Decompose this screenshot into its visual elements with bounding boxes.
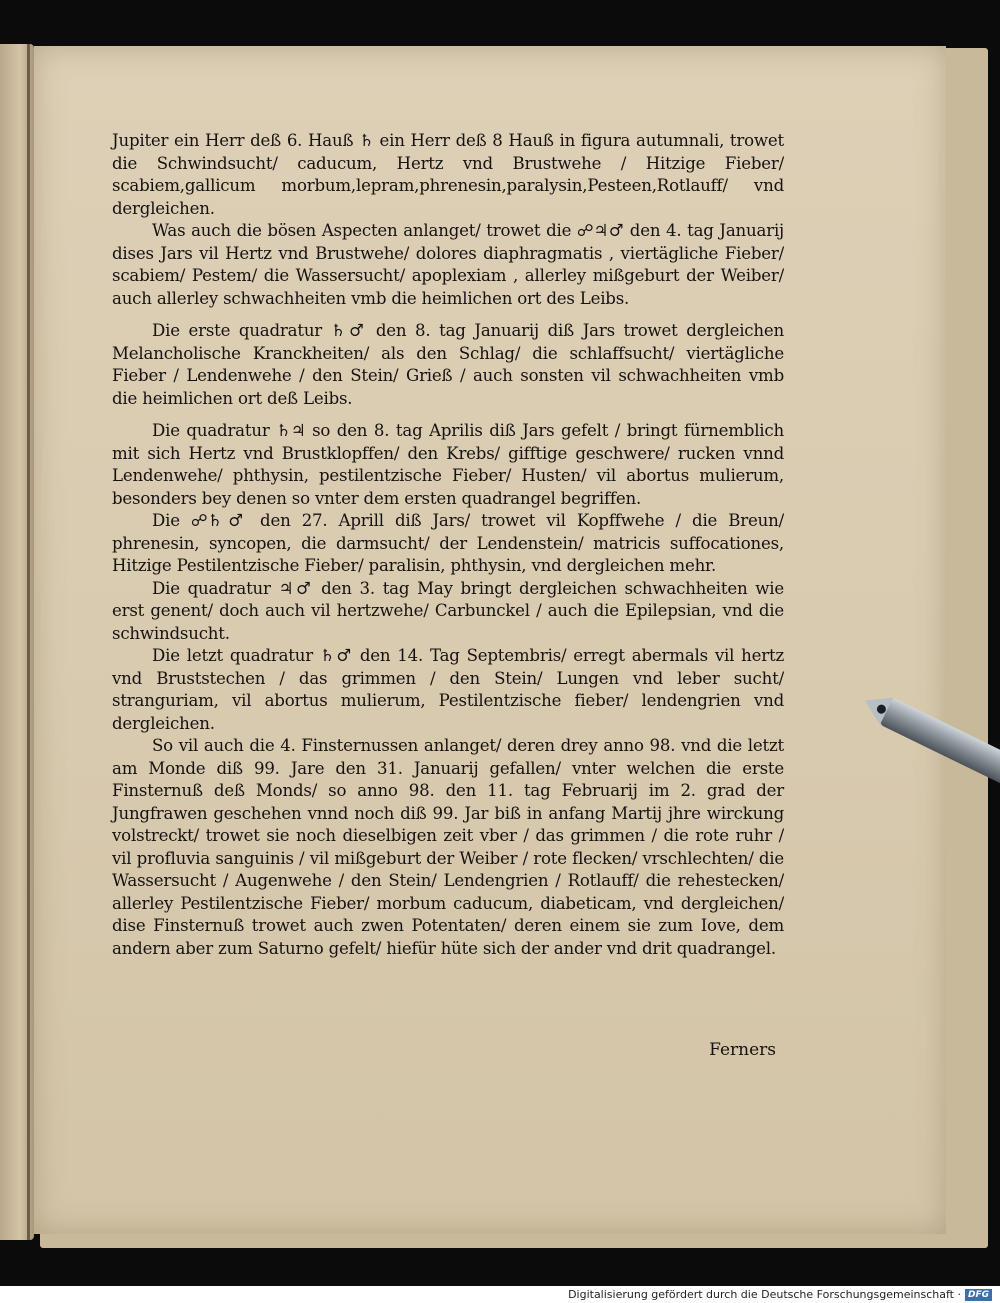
paragraph: Jupiter ein Herr deß 6. Hauß ♄ ein Herr deß 8 Hauß in figura autumnali, trowet die Schwindsucht/ caducum, Hertz vnd Brustwehe / Hitzige Fieber/ scabiem,gallicum morbum,lepram,phrenesin,paralysin,Pesteen,Rotlauff/ vnd dergleichen. bbox=[112, 131, 784, 218]
paragraph: Die erste quadratur ♄♂ den 8. tag Januarij diß Jars trowet dergleichen Melancholische Kranckheiten/ als den Schlag/ die schlaffsucht/ viertägliche Fieber / Lendenwehe / den Stein/ Grieß / auch sonsten vil schwachheiten vmb die heimlichen ort deß Leibs. bbox=[112, 321, 784, 408]
paragraph: So vil auch die 4. Finsternussen anlanget/ deren drey anno 98. vnd die letzt am Monde diß 99. Jare den 31. Januarij gefallen/ vnter welchen die erste Finsternuß deß Monds/ so anno 98. den 11. tag Februarij im 2. grad der Jungfrawen geschehen vnnd noch diß 99. Jar biß in anfang Martij jhre wirckung volstreckt/ trowet sie noch dieselbigen zeit vber / das grimmen / die rote ruhr / vil profluvia sanguinis / vil mißgeburt der Weiber / rote flecken/ vrschlechten/ die Wassersucht / Augenwehe / den Stein/ Lendengrien / Rotlauff/ die rehestecken/ allerley Pestilentzische Fieber/ morbum caducum, diabeticam, vnd dergleichen/ dise Finsternuß trowet auch zwen Potentaten/ deren einem sie zum Iove, dem andern aber zum Saturno gefelt/ hiefür hüte sich der ander vnd drit quadrangel. bbox=[112, 736, 784, 958]
dfg-logo: DFG bbox=[965, 1289, 992, 1301]
previous-page-edge bbox=[0, 44, 34, 1240]
paragraph: Was auch die bösen Aspecten anlanget/ trowet die ☍♃♂ den 4. tag Januarij dises Jars vil Hertz vnd Brustwehe/ dolores diaphragmatis , viertägliche Fieber/ scabiem/ Pestem/ die Wassersucht/ apoplexiam , allerley mißgeburt der Weiber/ auch allerley schwachheiten vmb die heimlichen ort des Leibs. bbox=[112, 221, 784, 308]
funding-credit: Digitalisierung gefördert durch die Deutsche Forschungsgemeinschaft · bbox=[568, 1288, 961, 1301]
paragraph: Die quadratur ♃♂ den 3. tag May bringt dergleichen schwachheiten wie erst genent/ doch auch vil hertzwehe/ Carbunckel / auch die Epilepsian, vnd die schwindsucht. bbox=[112, 578, 784, 643]
paragraph: Die letzt quadratur ♄♂ den 14. Tag Septembris/ erregt abermals vil hertz vnd Bruststechen / das grimmen / den Stein/ Lungen vnd leber sucht/ stranguriam, vil abortus mulierum, Pestilentzische fieber/ lendengrien vnd dergleichen. bbox=[112, 646, 784, 733]
page-text-block bbox=[112, 130, 784, 960]
binding-edge bbox=[27, 44, 30, 1240]
paragraph: Die ☍♄♂ den 27. Aprill diß Jars/ trowet vil Kopffwehe / die Breun/ phrenesin, syncopen, die darmsucht/ der Lendenstein/ matricis suffocationes, Hitzige Pestilentzische Fieber/ paralisin, phthysin, vnd dergleichen mehr. bbox=[112, 511, 784, 575]
catchword: Ferners bbox=[709, 1040, 776, 1060]
footer-bar bbox=[0, 1286, 1000, 1303]
paragraph: Die quadratur ♄♃ so den 8. tag Aprilis diß Jars gefelt / bringt fürnemblich mit sich Hertz vnd Brustklopffen/ den Krebs/ gifftige geschwere/ rucken vnnd Lendenwehe/ phthysin, pestilentzische Fieber/ Husten/ vil abortus mulierum, besonders bey denen so vnter dem ersten quadrangel begriffen. bbox=[112, 421, 784, 508]
